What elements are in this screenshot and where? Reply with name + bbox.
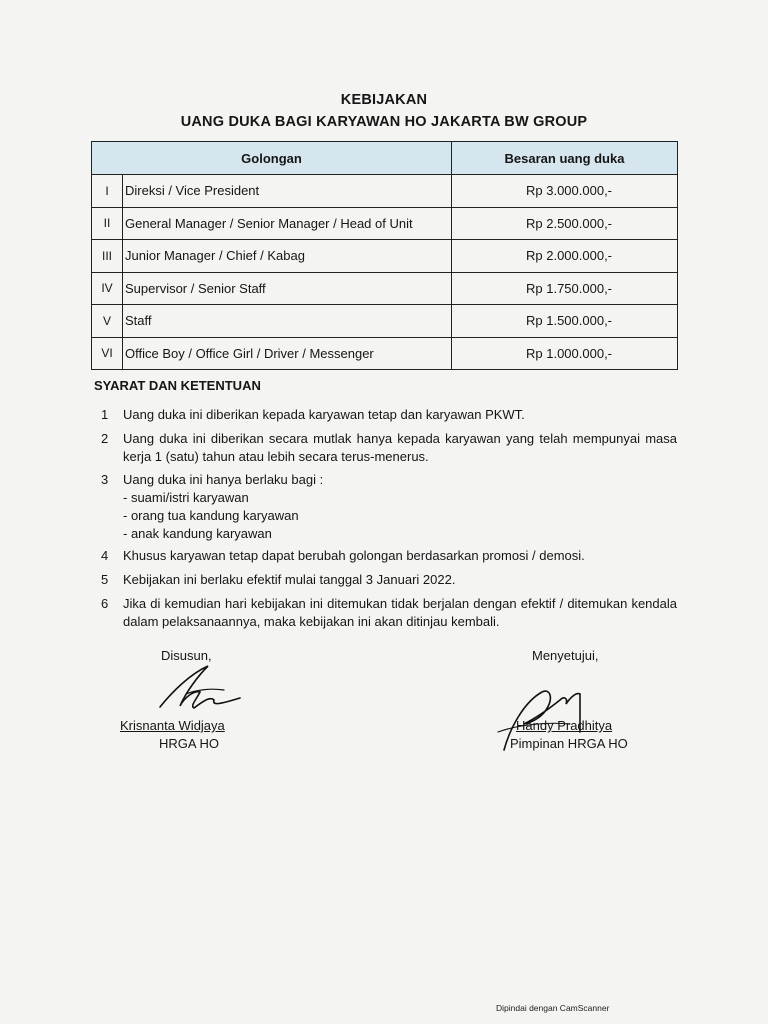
row-position: Staff bbox=[123, 305, 452, 338]
row-amount: Rp 1.500.000,- bbox=[452, 305, 678, 338]
row-position: Office Boy / Office Girl / Driver / Messenger bbox=[123, 337, 452, 370]
term-text: Jika di kemudian hari kebijakan ini ditemukan tidak berjalan dengan efektif / ditemukan kendala dalam pelaksanaannya, maka kebijakan ini akan ditinjau kembali. bbox=[123, 596, 677, 629]
signature-krisnanta bbox=[150, 662, 250, 722]
document-subtitle: UANG DUKA BAGI KARYAWAN HO JAKARTA BW GROUP bbox=[180, 114, 588, 130]
row-position: Direksi / Vice President bbox=[123, 175, 452, 208]
signer-name-left: Krisnanta Widjaya bbox=[120, 718, 225, 733]
row-number: I bbox=[92, 175, 123, 208]
table-row bbox=[92, 305, 678, 338]
term-subitem: - anak kandung karyawan bbox=[123, 526, 272, 541]
prepared-by-label: Disusun, bbox=[161, 648, 212, 663]
term-item bbox=[94, 406, 677, 424]
terms-heading: SYARAT DAN KETENTUAN bbox=[94, 378, 261, 393]
approved-by-label: Menyetujui, bbox=[532, 648, 599, 663]
term-item bbox=[94, 547, 677, 565]
term-text: Kebijakan ini berlaku efektif mulai tanggal 3 Januari 2022. bbox=[123, 572, 456, 587]
term-item bbox=[94, 571, 677, 589]
term-number: 2 bbox=[101, 431, 109, 446]
signer-role-right: Pimpinan HRGA HO bbox=[510, 736, 628, 751]
document-title: KEBIJAKAN bbox=[340, 92, 428, 108]
term-text: Uang duka ini diberikan kepada karyawan tetap dan karyawan PKWT. bbox=[123, 407, 525, 422]
row-number: V bbox=[92, 305, 123, 338]
row-position: Junior Manager / Chief / Kabag bbox=[123, 240, 452, 273]
term-number: 4 bbox=[101, 548, 109, 563]
term-subitem: - suami/istri karyawan bbox=[123, 490, 249, 505]
term-item bbox=[94, 595, 677, 631]
term-item bbox=[94, 471, 677, 543]
signer-name-right: Handy Pradhitya bbox=[516, 718, 613, 733]
row-amount: Rp 3.000.000,- bbox=[452, 175, 678, 208]
table-row bbox=[92, 272, 678, 305]
column-header-golongan: Golongan bbox=[92, 142, 452, 175]
row-number: III bbox=[92, 240, 123, 273]
signer-role-left: HRGA HO bbox=[159, 736, 219, 751]
term-text: Uang duka ini diberikan secara mutlak hanya kepada karyawan yang telah mempunyai masa kerja 1 (satu) tahun atau lebih secara terus-menerus. bbox=[123, 431, 677, 464]
table-row bbox=[92, 240, 678, 273]
row-amount: Rp 1.000.000,- bbox=[452, 337, 678, 370]
row-amount: Rp 1.750.000,- bbox=[452, 272, 678, 305]
column-header-amount: Besaran uang duka bbox=[452, 142, 678, 175]
scanner-footer: Dipindai dengan CamScanner bbox=[496, 1003, 610, 1013]
row-number: IV bbox=[92, 272, 123, 305]
term-number: 1 bbox=[101, 407, 109, 422]
row-position: Supervisor / Senior Staff bbox=[123, 272, 452, 305]
term-text: Uang duka ini hanya berlaku bagi : bbox=[123, 472, 324, 487]
term-number: 6 bbox=[101, 596, 109, 611]
row-position: General Manager / Senior Manager / Head of Unit bbox=[123, 207, 452, 240]
term-number: 5 bbox=[101, 572, 109, 587]
table-row bbox=[92, 337, 678, 370]
term-item bbox=[94, 430, 677, 466]
row-number: II bbox=[92, 207, 123, 240]
term-text: Khusus karyawan tetap dapat berubah golongan berdasarkan promosi / demosi. bbox=[123, 548, 585, 563]
term-number: 3 bbox=[101, 472, 109, 487]
table-row bbox=[92, 175, 678, 208]
table-row bbox=[92, 207, 678, 240]
row-amount: Rp 2.000.000,- bbox=[452, 240, 678, 273]
table-header-row bbox=[92, 142, 678, 175]
term-subitem: - orang tua kandung karyawan bbox=[123, 508, 299, 523]
row-number: VI bbox=[92, 337, 123, 370]
row-amount: Rp 2.500.000,- bbox=[452, 207, 678, 240]
policy-table bbox=[91, 141, 678, 370]
